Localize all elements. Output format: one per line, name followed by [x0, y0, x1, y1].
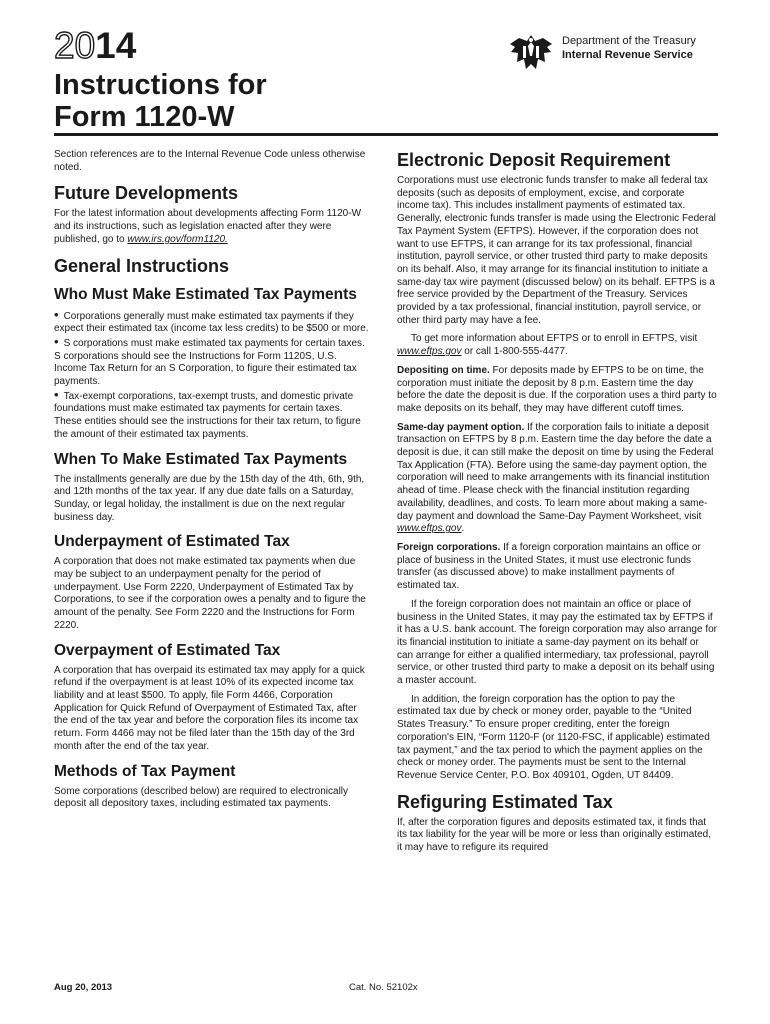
- electronic-deposit-text: Corporations must use electronic funds transfer to make all federal tax deposits (such as deposits of employment, excise, and corporate income tax). This includes installment payments of estimated tax. Generally, electronic funds transfer is made using the Electronic Federal Tax Payment System (EFTPS). However, if the corporation does not want to use EFTPS, it can arrange for its tax professional, financial institution, payroll service, or other trusted third party to make deposits on its behalf. Also, it may arrange for its financial institution to initiate a same-day tax wire payment (discussed below) on its behalf. EFTPS is a free service provided by the Department of the Treasury. Services provided by a tax professional, financial institution, payroll service, or other third party may have a fee.: [397, 175, 716, 326]
- eftps-link[interactable]: www.eftps.gov: [397, 346, 462, 358]
- underpayment-text: A corporation that does not make estimated tax payments when due may be subject to an underpayment penalty for the period of underpayment. Use Form 2220, Underpayment of Estimated Tax by Corporations, to see if the corporation owes a penalty and to figure the amount of the penalty. See Form 2220 and the Instructions for Form 2220.: [54, 556, 366, 631]
- same-day-paragraph: [397, 422, 717, 536]
- form-year: [54, 27, 136, 64]
- page-title: [54, 69, 267, 133]
- overpayment-text: A corporation that has overpaid its estimated tax may apply for a quick refund if the overpayment is at least 10% of its expected income tax liability and at least $500. To apply, file Form 4466, Corporation Application for Quick Refund of Overpayment of Estimated Tax, after the end of the tax year and before the corporation files its income tax return. Form 4466 may not be filed later than the 15th day of the 3rd month after the end of the tax year.: [54, 664, 365, 752]
- same-day-end: .: [461, 523, 465, 535]
- methods-text: Some corporations (described below) are required to electronically deposit all depository taxes, including estimated tax payments.: [54, 785, 349, 810]
- irs-eagle-logo-icon: [507, 32, 555, 72]
- department-name: Department of the Treasury: [562, 35, 696, 47]
- eftps-link-2[interactable]: www.eftps.gov: [397, 523, 462, 535]
- future-developments-heading: Future Developments: [54, 183, 239, 204]
- intro-text: Section references are to the Internal Revenue Code unless otherwise noted.: [54, 149, 366, 173]
- foreign-corporations-text: If a foreign corporation maintains an office or place of business in the United States, it must use electronic funds transfer (as discussed above) to make installment payments of estimated tax.: [397, 541, 701, 592]
- when-to-pay-heading: When To Make Estimated Tax Payments: [54, 450, 348, 468]
- list-item: • S corporations must make estimated tax payments for certain taxes. S corporations should see the Instructions for Form 1120S, U.S. Income Tax Return for an S Corporation, to figure their estimated tax payments.: [54, 336, 372, 389]
- title-line-2: Form 1120-W: [54, 101, 235, 133]
- header-divider: [54, 133, 718, 136]
- depositing-on-time-lead: Depositing on time.: [397, 364, 490, 376]
- left-column: [54, 149, 372, 817]
- eftps-info-b: or call 1-800-555-4477.: [461, 346, 568, 358]
- depositing-on-time-text: For deposits made by EFTPS to be on time, the corporation must initiate the deposit by 8 p.m. Eastern time the day before the date the deposit is due. If the corporation uses a third party to make deposits on its behalf, they may have different cutoff times.: [397, 364, 717, 414]
- when-to-pay-text: The installments generally are due by the 15th day of the 4th, 6th, 9th, and 12th months of the tax year. If any due date falls on a Saturday, Sunday, or legal holiday, the installment is due on the next regular business day.: [54, 473, 365, 523]
- future-developments-text: [54, 208, 372, 246]
- year-outline-digits: 20: [54, 25, 96, 66]
- overpayment-heading: Overpayment of Estimated Tax: [54, 641, 281, 659]
- title-line-1: Instructions for: [54, 69, 267, 101]
- right-column: [397, 149, 717, 861]
- agency-name: Internal Revenue Service: [562, 49, 693, 61]
- eftps-info-a: To get more information about EFTPS or to enroll in EFTPS, visit: [411, 333, 698, 345]
- general-instructions-heading: General Instructions: [54, 255, 230, 276]
- future-text: For the latest information about developments affecting Form 1120-W and its instructions, such as legislation enacted after they were published, go to: [54, 208, 362, 245]
- list-item: • Corporations generally must make estimated tax payments if they expect their estimated tax (income tax less credits) to be $500 or more.: [54, 309, 372, 336]
- same-day-text: If the corporation fails to initiate a deposit transaction on EFTPS by 8 p.m. Eastern time the day before the date a deposit is due, it can still make the deposit on time by using the Federal Tax Application (FTA). Before using the same-day payment option, the corporation will need to make arrangements with its financial institution ahead of time. Please check with the financial institution regarding availability, deadlines, and costs. To learn more about making a same-day payment and download the Same-Day Payment Worksheet, visit: [397, 421, 714, 522]
- depositing-on-time-paragraph: [397, 365, 717, 416]
- eftps-info-text: [397, 333, 717, 358]
- refiguring-text: If, after the corporation figures and deposits estimated tax, it finds that its tax liability for the year will be more or less than originally estimated, it may have to refigure its required: [397, 816, 712, 854]
- foreign-corporations-lead: Foreign corporations.: [397, 541, 501, 553]
- catalog-number: Cat. No. 52102x: [349, 982, 418, 993]
- year-bold-digits: 14: [95, 25, 137, 66]
- electronic-deposit-heading: Electronic Deposit Requirement: [397, 150, 671, 170]
- form1120-link[interactable]: www.irs.gov/form1120.: [127, 233, 228, 245]
- list-item: • Tax-exempt corporations, tax-exempt trusts, and domestic private foundations must make estimated tax payments for certain taxes. These entities should see the instructions for their tax return, to figure the amount of their estimated tax payments.: [54, 389, 372, 442]
- foreign-corporations-paragraph: [397, 542, 717, 593]
- foreign-corporations-p3: In addition, the foreign corporation has the option to pay the estimated tax due by check or money order, payable to the “United States Treasury.” To ensure proper crediting, enter the foreign corporation's EIN, “Form 1120-F (or 1120-FSC, if applicable) estimated tax payment,” and the tax period to which the payment applies on the check or money order. The payments must be sent to the Internal Revenue Service Center, P.O. Box 409101, Ogden, UT 84409.: [397, 693, 710, 781]
- underpayment-heading: Underpayment of Estimated Tax: [54, 533, 290, 551]
- methods-heading: Methods of Tax Payment: [54, 762, 236, 780]
- who-must-pay-list: [54, 309, 372, 442]
- same-day-lead: Same-day payment option.: [397, 421, 525, 433]
- agency-header: [507, 30, 722, 74]
- foreign-corporations-p2: If the foreign corporation does not maintain an office or place of business in the United States, it may pay the estimated tax by EFTPS if it has a U.S. bank account. The foreign corporation may also arrange for its financial institution to initiate a same-day payment on its behalf or can arrange for either a qualified intermediary, tax professional, payroll service, or other trusted third party to make a deposit on its behalf using a master account.: [397, 598, 717, 687]
- footer-date: Aug 20, 2013: [54, 982, 113, 993]
- who-must-pay-heading: Who Must Make Estimated Tax Payments: [54, 285, 357, 303]
- refiguring-heading: Refiguring Estimated Tax: [397, 791, 613, 812]
